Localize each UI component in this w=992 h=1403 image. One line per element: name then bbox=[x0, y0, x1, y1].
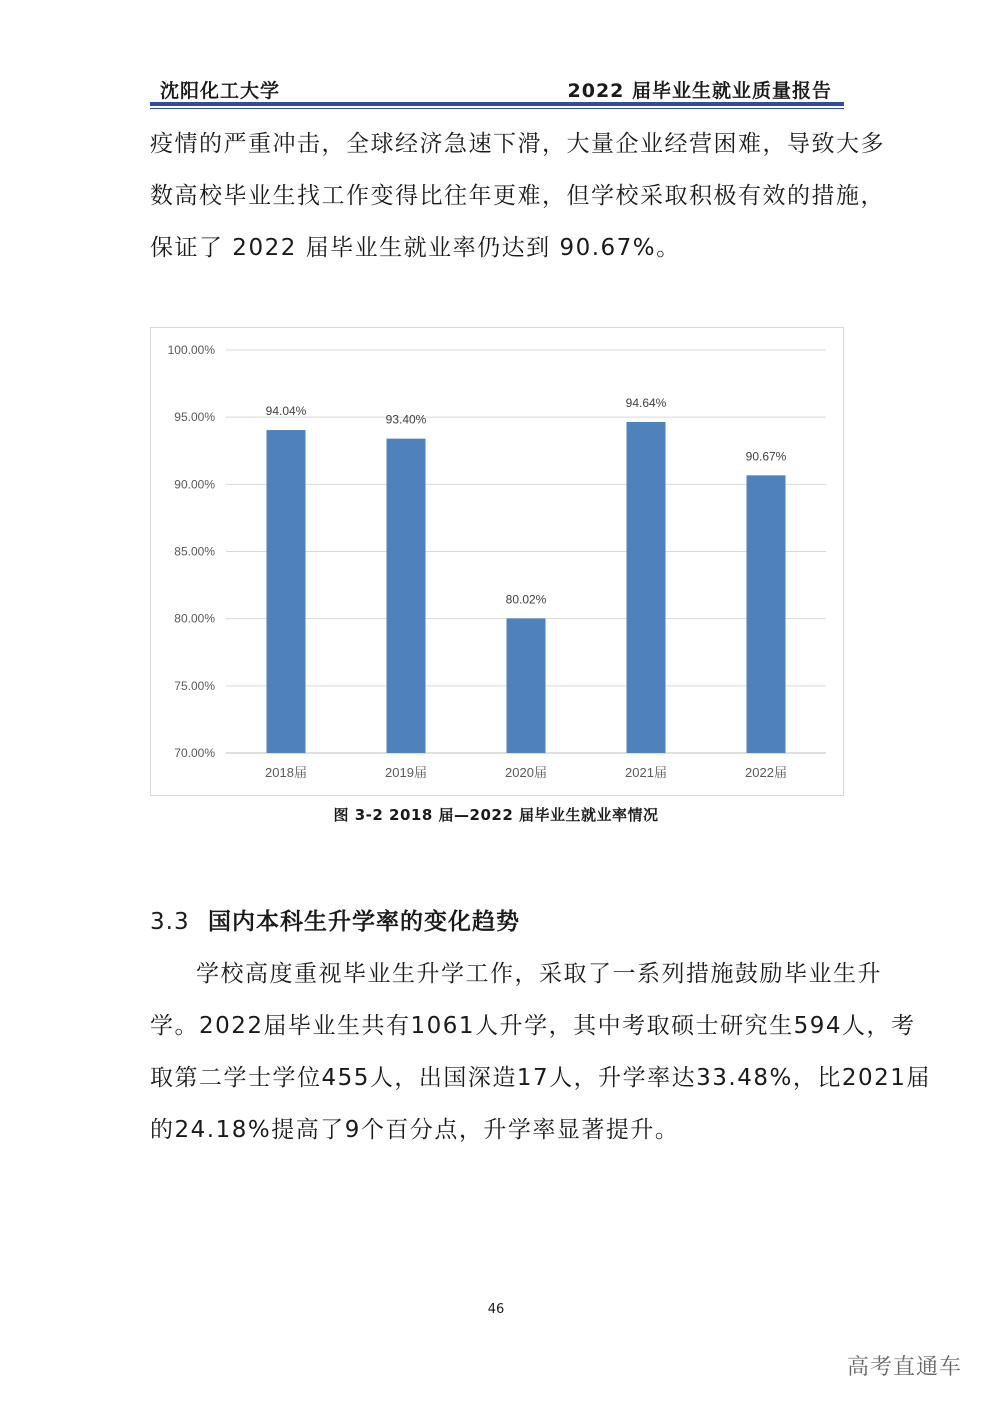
header-rule-thin bbox=[150, 108, 844, 109]
section-heading bbox=[150, 903, 520, 936]
data-label: 80.02% bbox=[505, 592, 547, 607]
bar bbox=[267, 430, 306, 753]
y-tick-label: 100.00% bbox=[167, 343, 215, 357]
data-label: 93.40% bbox=[385, 412, 427, 427]
paragraph-line: 学校高度重视毕业生升学工作，采取了一系列措施鼓励毕业生升 bbox=[196, 961, 882, 987]
section-number: 3.3 bbox=[150, 909, 190, 935]
figure-caption: 图 3-2 2018 届—2022 届毕业生就业率情况 bbox=[333, 806, 659, 824]
x-tick-label: 2018届 bbox=[265, 765, 307, 780]
paragraph-further-study bbox=[150, 948, 931, 1156]
x-tick-label: 2019届 bbox=[385, 765, 427, 780]
watermark: 高考直通车 bbox=[846, 1355, 962, 1380]
page-number: 46 bbox=[487, 1302, 505, 1317]
y-tick-label: 90.00% bbox=[174, 477, 215, 492]
header-university: 沈阳化工大学 bbox=[160, 80, 281, 102]
x-tick-label: 2022届 bbox=[745, 765, 787, 780]
bar bbox=[387, 439, 426, 753]
employment-rate-chart bbox=[150, 327, 844, 796]
y-tick-label: 95.00% bbox=[174, 410, 215, 425]
bar bbox=[747, 475, 786, 753]
paragraph-line: 的24.18%提高了9个百分点，升学率显著提升。 bbox=[150, 1117, 680, 1143]
header-report-title: 2022 届毕业生就业质量报告 bbox=[567, 80, 832, 102]
y-tick-label: 85.00% bbox=[174, 544, 215, 559]
header-rule bbox=[150, 102, 844, 106]
data-label: 90.67% bbox=[745, 449, 787, 464]
data-label: 94.04% bbox=[265, 404, 307, 419]
x-tick-label: 2021届 bbox=[625, 765, 667, 780]
y-tick-label: 80.00% bbox=[174, 611, 215, 626]
y-tick-label: 75.00% bbox=[174, 678, 215, 693]
paragraph-line: 疫情的严重冲击，全球经济急速下滑，大量企业经营困难，导致大多 bbox=[150, 131, 885, 157]
bar bbox=[627, 422, 666, 753]
paragraph-line: 学。2022届毕业生共有1061人升学，其中考取硕士研究生594人，考 bbox=[150, 1013, 916, 1039]
paragraph-line: 保证了 2022 届毕业生就业率仍达到 90.67%。 bbox=[150, 235, 681, 261]
section-title: 国内本科生升学率的变化趋势 bbox=[208, 909, 520, 935]
paragraph-employment bbox=[150, 118, 885, 274]
paragraph-line: 数高校毕业生找工作变得比往年更难，但学校采取积极有效的措施， bbox=[150, 183, 885, 209]
chart-svg bbox=[151, 328, 843, 795]
x-tick-label: 2020届 bbox=[505, 765, 547, 780]
bar bbox=[507, 618, 546, 753]
y-tick-label: 70.00% bbox=[174, 746, 215, 760]
paragraph-line: 取第二学士学位455人，出国深造17人，升学率达33.48%，比2021届 bbox=[150, 1065, 931, 1091]
data-label: 94.64% bbox=[625, 396, 667, 411]
